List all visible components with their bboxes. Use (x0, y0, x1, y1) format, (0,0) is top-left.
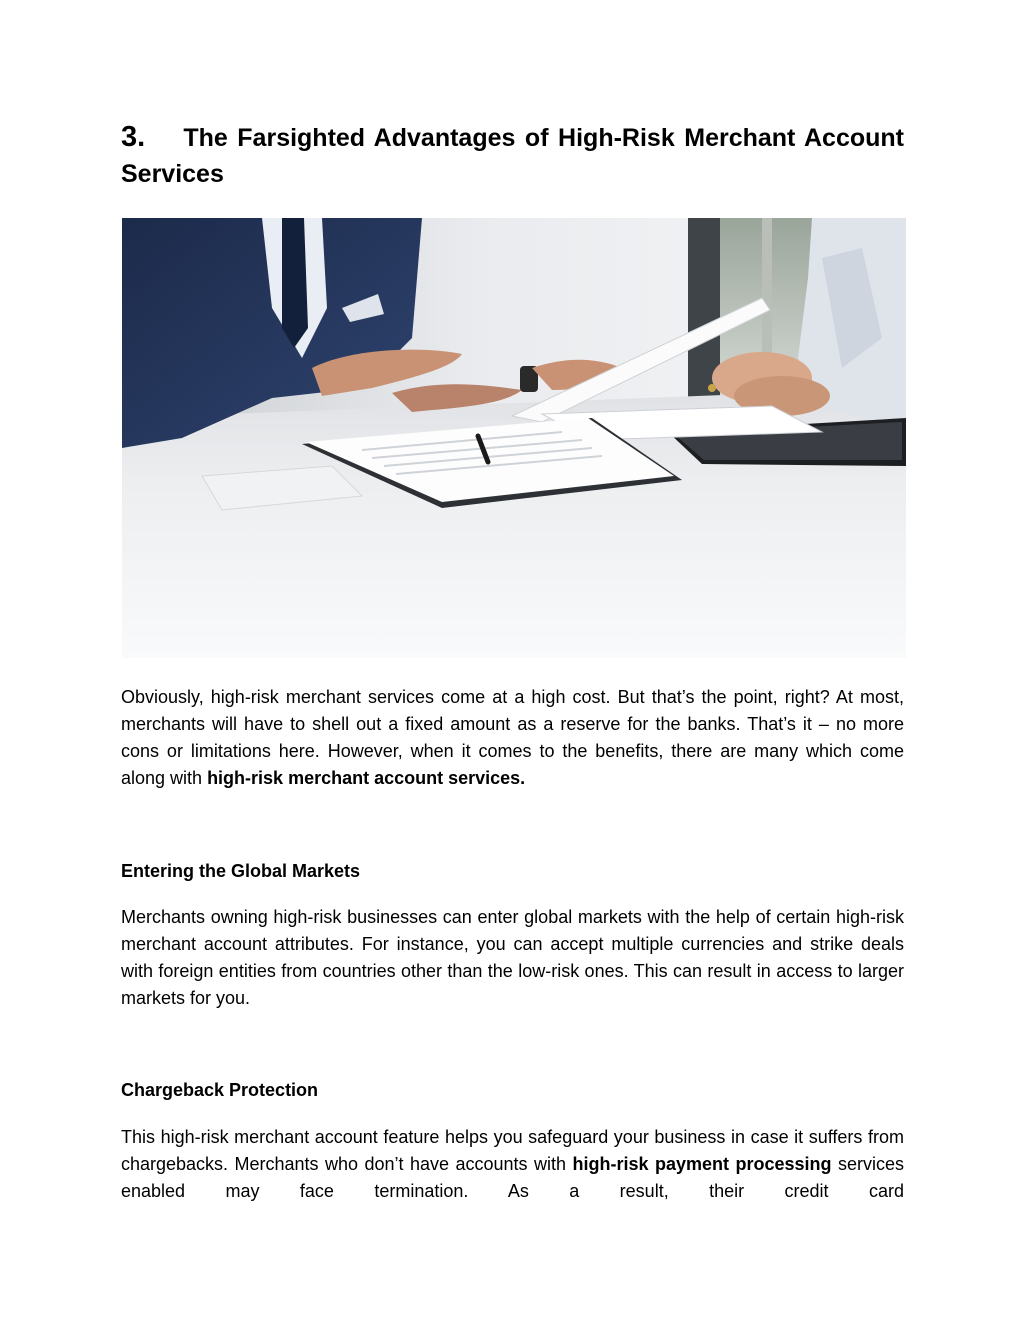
intro-bold-link: high-risk merchant account services. (207, 768, 526, 788)
heading-text: The Farsighted Advantages of High-Risk Merchant Account Services (121, 124, 904, 188)
intro-paragraph (121, 684, 904, 792)
intro-text: Obviously, high-risk merchant services come at a high cost. But that’s the point, right? At most, merchants will have to shell out a fixed amount as a reserve for the banks. That’s it – no more cons or limitations here. However, when it comes to the benefits, there are many which come along with (121, 687, 904, 788)
section2-paragraph (121, 1124, 904, 1205)
heading-number: 3. (121, 121, 146, 153)
business-meeting-photo (122, 218, 906, 658)
section2-text-after: services enabled may face termination. As a result, their credit card (121, 1154, 904, 1201)
section2-title: Chargeback Protection (121, 1080, 319, 1100)
section1-paragraph: Merchants owning high-risk businesses can enter global markets with the help of certain high-risk merchant account attributes. For instance, you can accept multiple currencies and strike deals with foreign entities from countries other than the low-risk ones. This can result in access to larger markets for you. (121, 907, 904, 1008)
section2-bold: high-risk payment processing (572, 1154, 832, 1174)
section1-title: Entering the Global Markets (121, 861, 361, 881)
page-title (121, 119, 904, 192)
section2-text-before: This high-risk merchant account feature helps you safeguard your business in case it suffers from chargebacks. Merchants who don’t have accounts with (121, 1127, 904, 1174)
